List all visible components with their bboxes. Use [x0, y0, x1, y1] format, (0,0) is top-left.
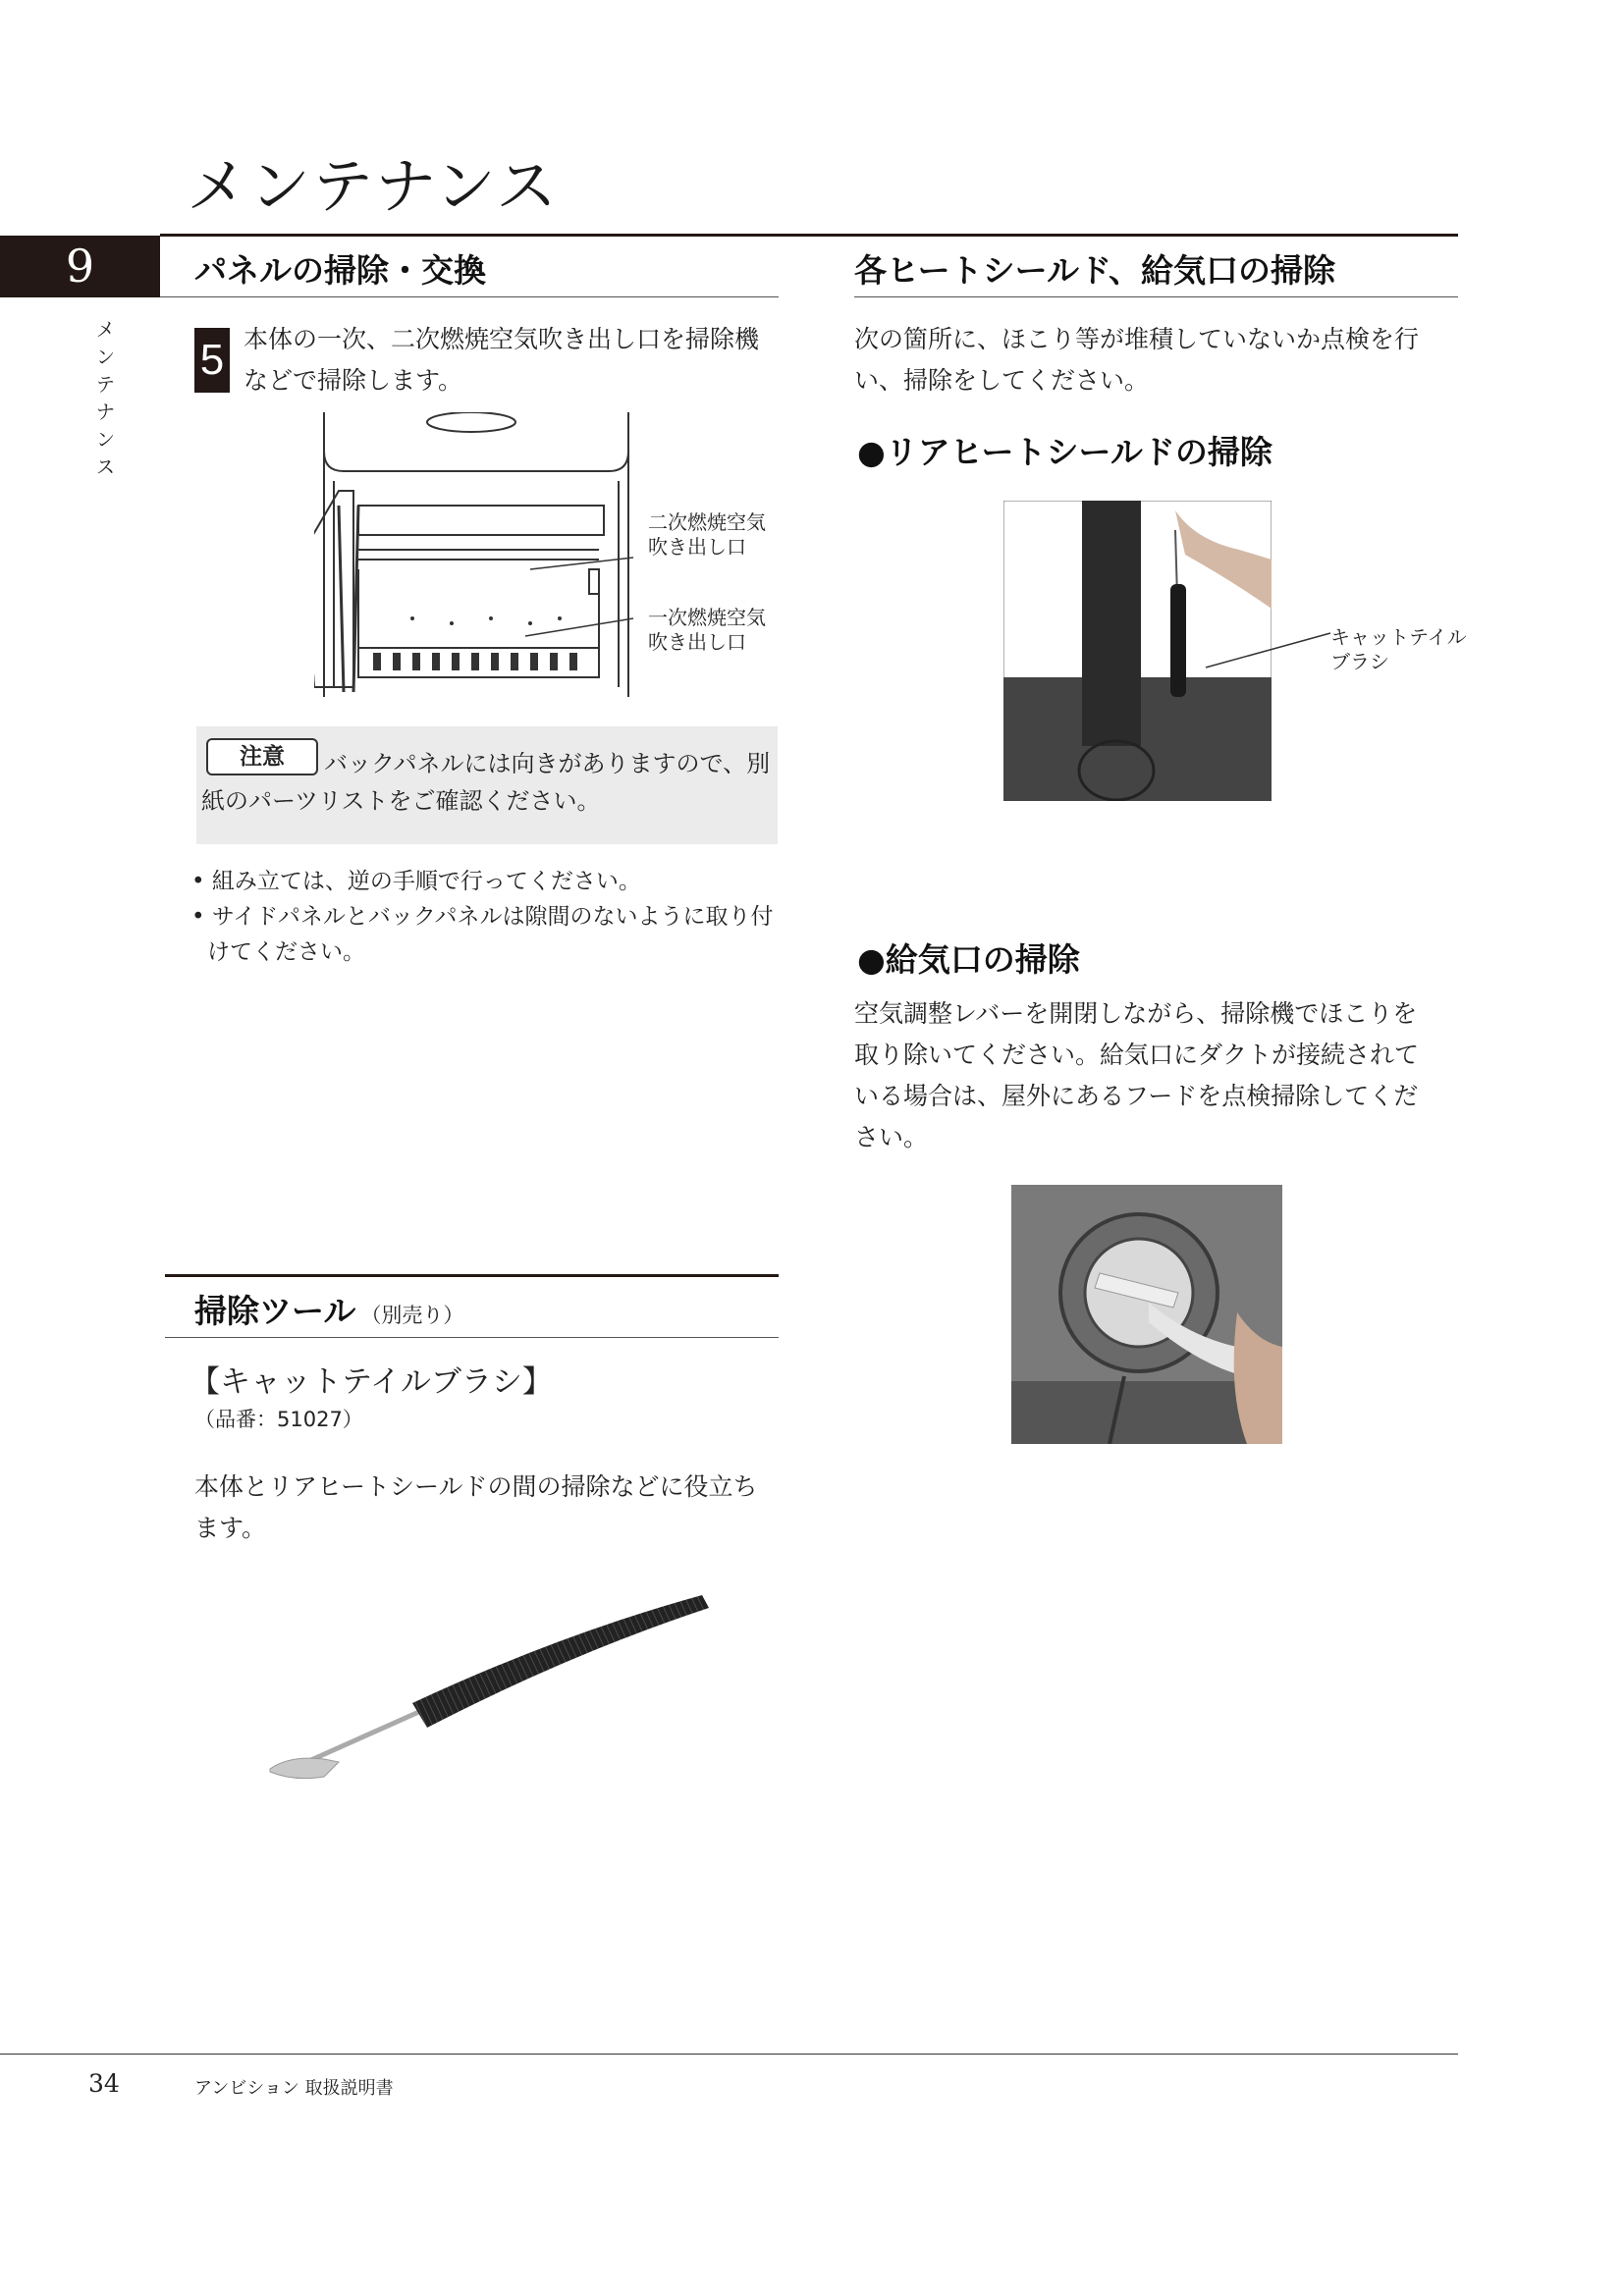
tool-heading-note: （別売り） [360, 1304, 464, 1327]
callout-line: ブラシ [1330, 650, 1389, 673]
description-line: ます。 [194, 1514, 267, 1542]
cattail-brush-image [265, 1590, 717, 1787]
callout-line: 吹き出し口 [648, 630, 746, 654]
step-number: 5 [199, 336, 225, 384]
callout-line: 吹き出し口 [648, 535, 746, 559]
right-section-heading: 各ヒートシールド、給気口の掃除 [854, 251, 1336, 290]
step-text-line: などで掃除します。 [244, 366, 463, 395]
tool-heading: 掃除ツール [194, 1292, 356, 1330]
right-section-bottom-rule [854, 296, 1458, 297]
chapter-bottom-rule-left [0, 296, 160, 297]
page-title: メンテナンス [187, 150, 560, 222]
tool-section-heading [194, 1286, 463, 1332]
chapter-number: 9 [65, 240, 95, 293]
step-text [244, 319, 759, 401]
chapter-number-badge [0, 236, 160, 296]
product-description [194, 1467, 758, 1549]
tool-section-bottom-rule [165, 1337, 779, 1338]
intro-line: 次の箇所に、ほこり等が堆積していないか点検を行 [854, 325, 1420, 353]
air-inlet-line: いる場合は、屋外にあるフードを点検掃除してくだ [854, 1082, 1419, 1110]
chapter-top-rule [160, 234, 1458, 237]
left-section-bottom-rule [160, 296, 779, 297]
callout-primary-air [648, 606, 766, 655]
brush-callout-line [1198, 628, 1335, 677]
caution-badge: 注意 [206, 738, 318, 775]
callout-line: 一次燃焼空気 [648, 606, 766, 629]
caution-text-line1: バックパネルには向きがありますので、別 [324, 750, 771, 777]
footer-rule [0, 2054, 1458, 2055]
product-code: （品番：51027） [194, 1408, 363, 1431]
product-name: 【キャットテイルブラシ】 [189, 1364, 553, 1400]
intro-line: い、掃除をしてください。 [854, 366, 1150, 395]
tool-section-top-rule [165, 1274, 779, 1277]
left-section-heading: パネルの掃除・交換 [194, 251, 486, 290]
callout-secondary-air [648, 510, 766, 560]
air-inlet-heading: ●給気口の掃除 [857, 940, 1080, 979]
air-inlet-photo [1011, 1185, 1282, 1444]
caution-text-line2: 紙のパーツリストをご確認ください。 [201, 787, 601, 815]
air-inlet-line: さい。 [854, 1123, 929, 1151]
description-line: 本体とリアヒートシールドの間の掃除などに役立ち [194, 1472, 758, 1501]
bullet-list [191, 864, 773, 970]
air-inlet-line: 取り除いてください。給気口にダクトが接続されて [854, 1041, 1420, 1069]
callout-line: キャットテイル [1330, 625, 1467, 649]
air-inlet-line: 空気調整レバーを開閉しながら、掃除機でほこりを [854, 999, 1418, 1028]
list-item: • 組み立ては、逆の手順で行ってください。 [191, 869, 641, 894]
callout-line: 二次燃焼空気 [648, 510, 766, 534]
brush-callout-label [1330, 625, 1467, 674]
air-inlet-text [854, 993, 1419, 1158]
right-intro [854, 319, 1419, 401]
stove-interior-illustration [314, 412, 648, 702]
step-number-badge [194, 328, 230, 393]
list-item: けてください。 [207, 939, 365, 965]
footer-doc-title: アンビション 取扱説明書 [194, 2078, 394, 2099]
page-number: 34 [88, 2069, 120, 2098]
step-text-line: 本体の一次、二次燃焼空気吹き出し口を掃除機 [244, 325, 760, 353]
list-item: • サイドパネルとバックパネルは隙間のないように取り付 [191, 904, 774, 930]
rear-shield-heading: ●リアヒートシールドの掃除 [857, 433, 1272, 471]
side-chapter-label: メンテナンス [92, 319, 116, 484]
